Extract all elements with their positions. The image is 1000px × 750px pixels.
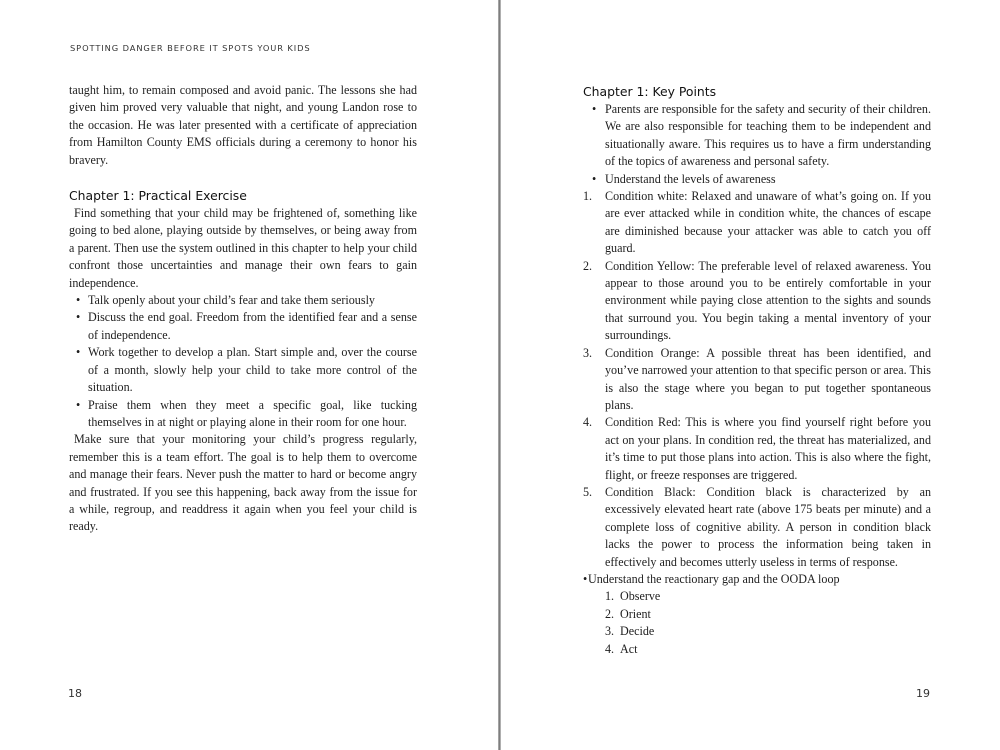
ooda-step-text: Orient (620, 606, 651, 621)
ooda-bullet: • Understand the reactionary gap and the OODA loop (583, 571, 931, 588)
list-number: 1. (583, 189, 593, 204)
list-number: 3. (583, 345, 593, 360)
list-number: 4. (605, 641, 615, 656)
list-item (583, 414, 931, 484)
list-item: • Talk openly about your child’s fear and take them seriously (69, 292, 417, 309)
list-item: • Discuss the end goal. Freedom from the identified fear and a sense of independence. (69, 309, 417, 344)
key-points-bullets (583, 101, 931, 188)
practical-exercise-heading: Chapter 1: Practical Exercise (69, 188, 247, 204)
page-number: 18 (68, 687, 82, 700)
list-item (605, 623, 931, 640)
key-points-heading: Chapter 1: Key Points (583, 84, 717, 99)
list-item (605, 641, 931, 658)
left-page (0, 0, 499, 750)
page-number: 19 (916, 687, 930, 700)
list-number: 2. (583, 258, 593, 273)
right-page (501, 0, 1000, 750)
list-item (583, 258, 931, 345)
opening-paragraph: taught him, to remain composed and avoid panic. The lessons she had given him proved very valuable that night, and young Landon rose to the occasion. He was later presented with a certificate of appreciation from Hamilton County EMS officials during a ceremony to honor his bravery. (69, 83, 417, 167)
condition-text: Condition Black: Condition black is characterized by an excessively elevated heart rate (above 175 beats per minute) and a complete loss of cognitive ability. A person in condition black lacks the power to process the information being taken in effectively and becomes utterly useless in terms of response. (605, 484, 931, 569)
list-number: 5. (583, 484, 593, 499)
list-item: • Understand the levels of awareness (583, 171, 931, 188)
awareness-conditions-list (583, 188, 931, 571)
list-item (583, 484, 931, 571)
condition-text: Condition Yellow: The preferable level of relaxed awareness. You appear to those around you to be entirely comfortable in your environment while paying close attention to the sights and sounds that surround you. You begin taking a mental inventory of your surroundings. (605, 258, 931, 343)
list-number: 3. (605, 624, 615, 639)
list-number: 1. (605, 589, 615, 604)
ooda-step-text: Decide (620, 624, 655, 639)
left-page-text (69, 82, 417, 536)
condition-text: Condition white: Relaxed and unaware of what’s going on. If you are ever attacked while in condition white, the chances of escape are diminished because your attacker was able to catch you off guard. (605, 189, 931, 256)
list-item (583, 188, 931, 258)
list-item (605, 606, 931, 623)
ooda-step-text: Observe (620, 589, 661, 604)
list-item: • Praise them when they meet a specific goal, like tucking themselves in at night or playing alone in their room for one hour. (69, 397, 417, 432)
right-page-text (583, 82, 931, 658)
list-item (605, 588, 931, 605)
running-head: SPOTTING DANGER BEFORE IT SPOTS YOUR KIDS (70, 43, 311, 53)
ooda-step-text: Act (620, 641, 638, 656)
condition-text: Condition Red: This is where you find yourself right before you act on your plans. In condition red, the threat has materialized, and it’s time to put those plans into action. This is also where the fight, flight, or freeze responses are triggered. (605, 415, 931, 482)
list-item (583, 345, 931, 415)
list-number: 2. (605, 606, 615, 621)
exercise-intro: Find something that your child may be frightened of, something like going to bed alone, playing outside by themselves, or being away from a parent. Then use the system outlined in this chapter to help your child confront those uncertainties and manage their own fears to gain independence. (69, 206, 417, 290)
exercise-closing: Make sure that your monitoring your child’s progress regularly, remember this is a team effort. The goal is to help them to overcome and manage their fears. Never push the matter to hard or become angry and frustrated. If you see this happening, back away from the issue for a while, regroup, and readdress it again when you feel your child is ready. (69, 432, 417, 534)
ooda-steps-list (583, 588, 931, 658)
exercise-bullets (69, 292, 417, 431)
list-item: • Parents are responsible for the safety and security of their children. We are also responsible for teaching them to be independent and situationally aware. This requires us to have a firm understanding of the topics of awareness and personal safety. (583, 101, 931, 171)
list-number: 4. (583, 415, 593, 430)
list-item: • Work together to develop a plan. Start simple and, over the course of a month, slowly help your child to take more control of the situation. (69, 344, 417, 396)
condition-text: Condition Orange: A possible threat has been identified, and you’ve narrowed your attention to that specific person or area. This is also the stage where you began to put together spontaneous plans. (605, 345, 931, 412)
